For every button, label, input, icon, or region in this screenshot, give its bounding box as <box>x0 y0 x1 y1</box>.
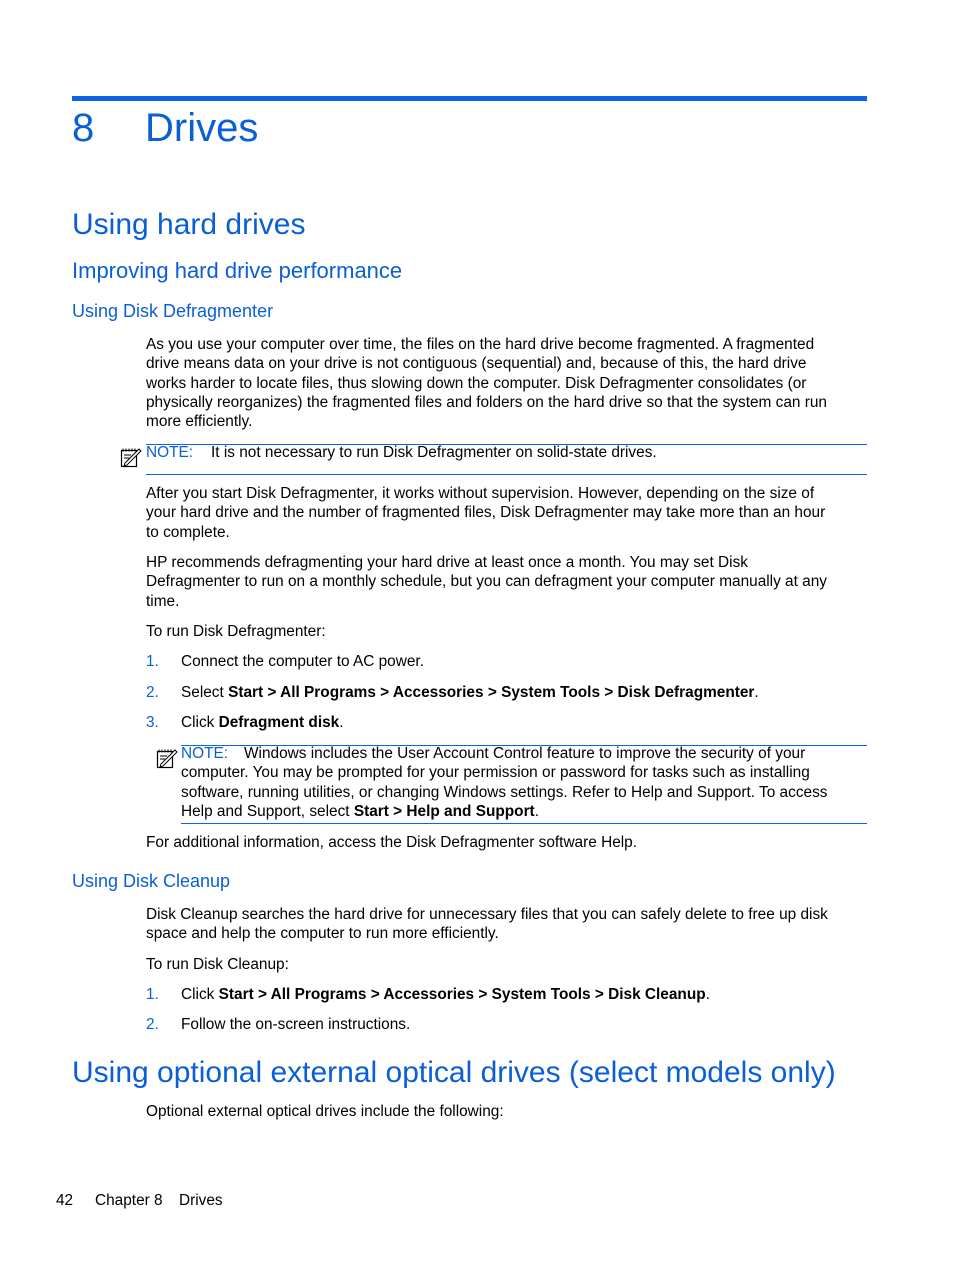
section-title-optical-drives: Using optional external optical drives (select models only) <box>72 1056 836 1089</box>
note2-bottom-rule <box>181 823 867 824</box>
defrag-step-1-text: Connect the computer to AC power. <box>181 653 424 670</box>
note1-bottom-rule <box>146 474 867 475</box>
chapter-title: Drives <box>145 106 259 150</box>
chapter-number: 8 <box>72 106 95 150</box>
section-title-hard-drives: Using hard drives <box>72 208 306 241</box>
optical-intro: Optional external optical drives include the following: <box>146 1103 504 1120</box>
defrag-run-intro: To run Disk Defragmenter: <box>146 623 326 640</box>
note-icon <box>156 747 178 769</box>
note2-body: NOTE: Windows includes the User Account Control feature to improve the security of your computer. You may be prompted for your permission or password for tasks such as installing software, running utilities, or changing Windows settings. Refer to Help and Support. To access Help and Support, select Start > Help and Support. <box>181 745 828 820</box>
note2-label: NOTE: <box>181 745 229 762</box>
defrag-step-2-number: 2. <box>146 684 159 701</box>
defrag-step-3-text: Click Defragment disk. <box>181 714 344 731</box>
defrag-intro-paragraph: As you use your computer over time, the files on the hard drive become fragmented. A fragmented drive means data on your drive is not contiguous (sequential) and, because of this, the hard drive works harder to locate files, thus slowing down the computer. Disk Defragmenter consolidates (or physically reorganizes) the fragmented files and folders on the hard drive so that the system can run more efficiently. <box>146 336 827 431</box>
defrag-step-2-text: Select Start > All Programs > Accessories > System Tools > Disk Defragmenter. <box>181 684 759 701</box>
note1-label: NOTE: <box>146 444 194 461</box>
footer-chapter-label: Chapter 8 <box>95 1192 163 1209</box>
heading-disk-cleanup: Using Disk Cleanup <box>72 871 231 891</box>
defrag-step-1-number: 1. <box>146 653 159 670</box>
chapter-rule <box>72 96 867 101</box>
defrag-paragraph-3: HP recommends defragmenting your hard drive at least once a month. You may set Disk Defragmenter to run on a monthly schedule, but you can defragment your computer manually at any time. <box>146 554 827 610</box>
cleanup-run-intro: To run Disk Cleanup: <box>146 956 289 973</box>
footer-page-number: 42 <box>56 1192 74 1209</box>
heading-disk-defragmenter: Using Disk Defragmenter <box>72 301 274 321</box>
note1-text: It is not necessary to run Disk Defragmenter on solid-state drives. <box>211 444 657 461</box>
footer-chapter-title: Drives <box>179 1192 223 1209</box>
defrag-closing: For additional information, access the Disk Defragmenter software Help. <box>146 834 638 851</box>
cleanup-step-2-number: 2. <box>146 1016 159 1033</box>
subsection-title-performance: Improving hard drive performance <box>72 258 403 283</box>
cleanup-step-1-number: 1. <box>146 986 159 1003</box>
cleanup-step-1-text: Click Start > All Programs > Accessories > System Tools > Disk Cleanup. <box>181 986 710 1003</box>
defrag-step-3-number: 3. <box>146 714 159 731</box>
cleanup-step-2-text: Follow the on-screen instructions. <box>181 1016 411 1033</box>
defrag-paragraph-2: After you start Disk Defragmenter, it works without supervision. However, depending on the size of your hard drive and the number of fragmented files, Disk Defragmenter may take more than an hour to complete. <box>146 485 826 541</box>
cleanup-intro-paragraph: Disk Cleanup searches the hard drive for unnecessary files that you can safely delete to free up disk space and help the computer to run more efficiently. <box>146 906 828 943</box>
note-icon <box>120 446 142 468</box>
